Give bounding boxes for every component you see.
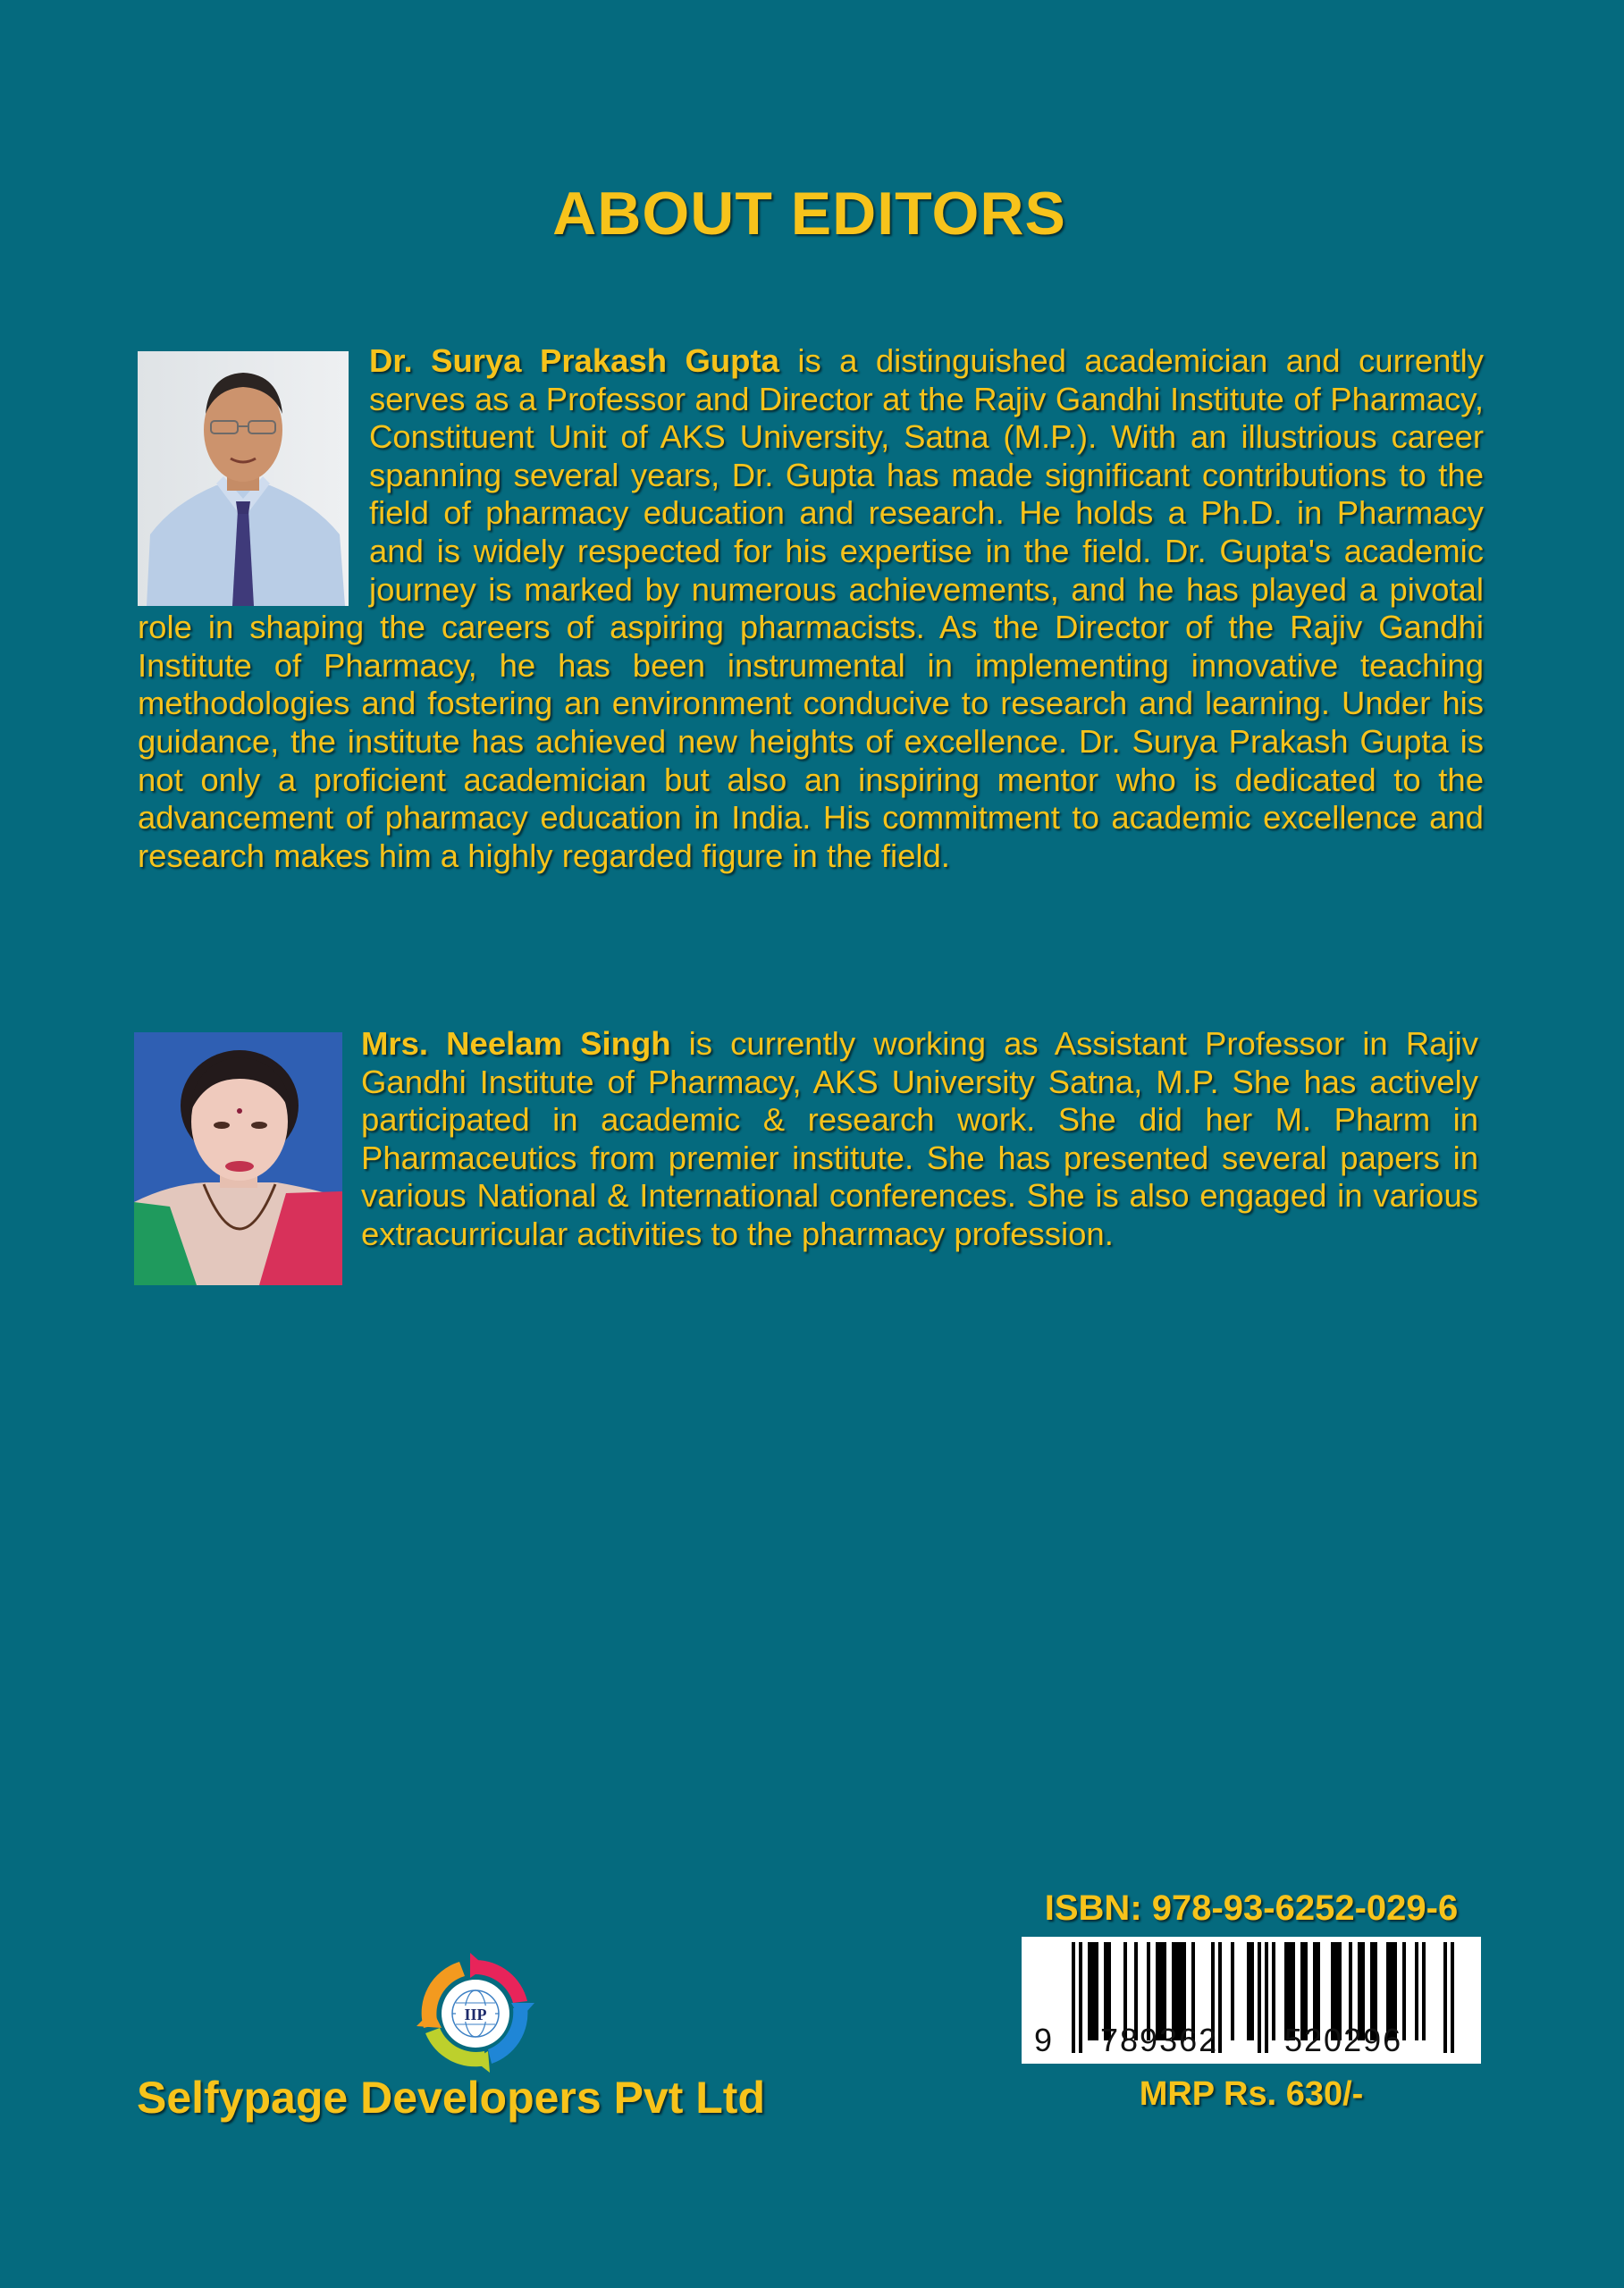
editor-2-bio <box>361 1025 1478 1254</box>
editor-1-bio-text: is a distinguished academician and currently serves as a Professor and Director at the Rajiv Gandhi Institute of Pharmacy, Constituent Unit of AKS University, Satna (M.P.). With an illustrious career spanning several years, Dr. Gupta has made significant contributions to the field of pharmacy education and research. He holds a Ph.D. in Pharmacy and is widely respected for his expertise in the field. Dr. Gupta's academic journey is marked by numerous achievements, and he has played a pivotal role in shaping the careers of aspiring pharmacists. As the Director of the Rajiv Gandhi Institute of Pharmacy, he has been instrumental in implementing innovative teaching methodologies and fostering an environment conducive to research and learning. Under his guidance, the institute has achieved new heights of excellence. Dr. Surya Prakash Gupta is not only a proficient academician but also an inspiring mentor who is dedicated to the advancement of pharmacy education in India. His commitment to academic excellence and research makes him a highly regarded figure in the field. <box>138 342 1484 874</box>
barcode-left-digits: 789362 <box>1100 2022 1219 2058</box>
photo-spacer <box>138 342 369 607</box>
publisher-logo <box>413 1951 538 2076</box>
page-title: ABOUT EDITORS <box>552 180 1066 248</box>
editor-2-bio-text: is currently working as Assistant Professor in Rajiv Gandhi Institute of Pharmacy, AKS University Satna, M.P. She has actively participated in academic & research work. She did her M. Pharm in Pharmaceutics from premier institute. She has presented several papers in various National & International conferences. She is also engaged in various extracurricular activities to the pharmacy profession. <box>361 1025 1478 1252</box>
iip-logo-icon <box>413 1951 538 2076</box>
publisher-name: Selfypage Developers Pvt Ltd <box>137 2073 766 2123</box>
isbn-barcode <box>1022 1937 1481 2064</box>
editor-2-photo <box>134 1032 342 1285</box>
barcode-right-digits: 520296 <box>1284 2022 1403 2058</box>
person-portrait-icon <box>134 1032 342 1285</box>
barcode-icon <box>1022 1937 1481 2064</box>
isbn-label: ISBN: 978-93-6252-029-6 <box>1044 1888 1459 1928</box>
barcode-lead-digit: 9 <box>1034 2022 1055 2058</box>
editor-2-name: Mrs. Neelam Singh <box>361 1025 671 1062</box>
price-label: MRP Rs. 630/- <box>1139 2075 1364 2113</box>
logo-text: IIP <box>464 2006 487 2023</box>
editor-1-name: Dr. Surya Prakash Gupta <box>369 342 779 379</box>
editor-1-bio-block <box>138 342 1484 875</box>
editor-2-bio-block <box>361 1025 1478 1254</box>
